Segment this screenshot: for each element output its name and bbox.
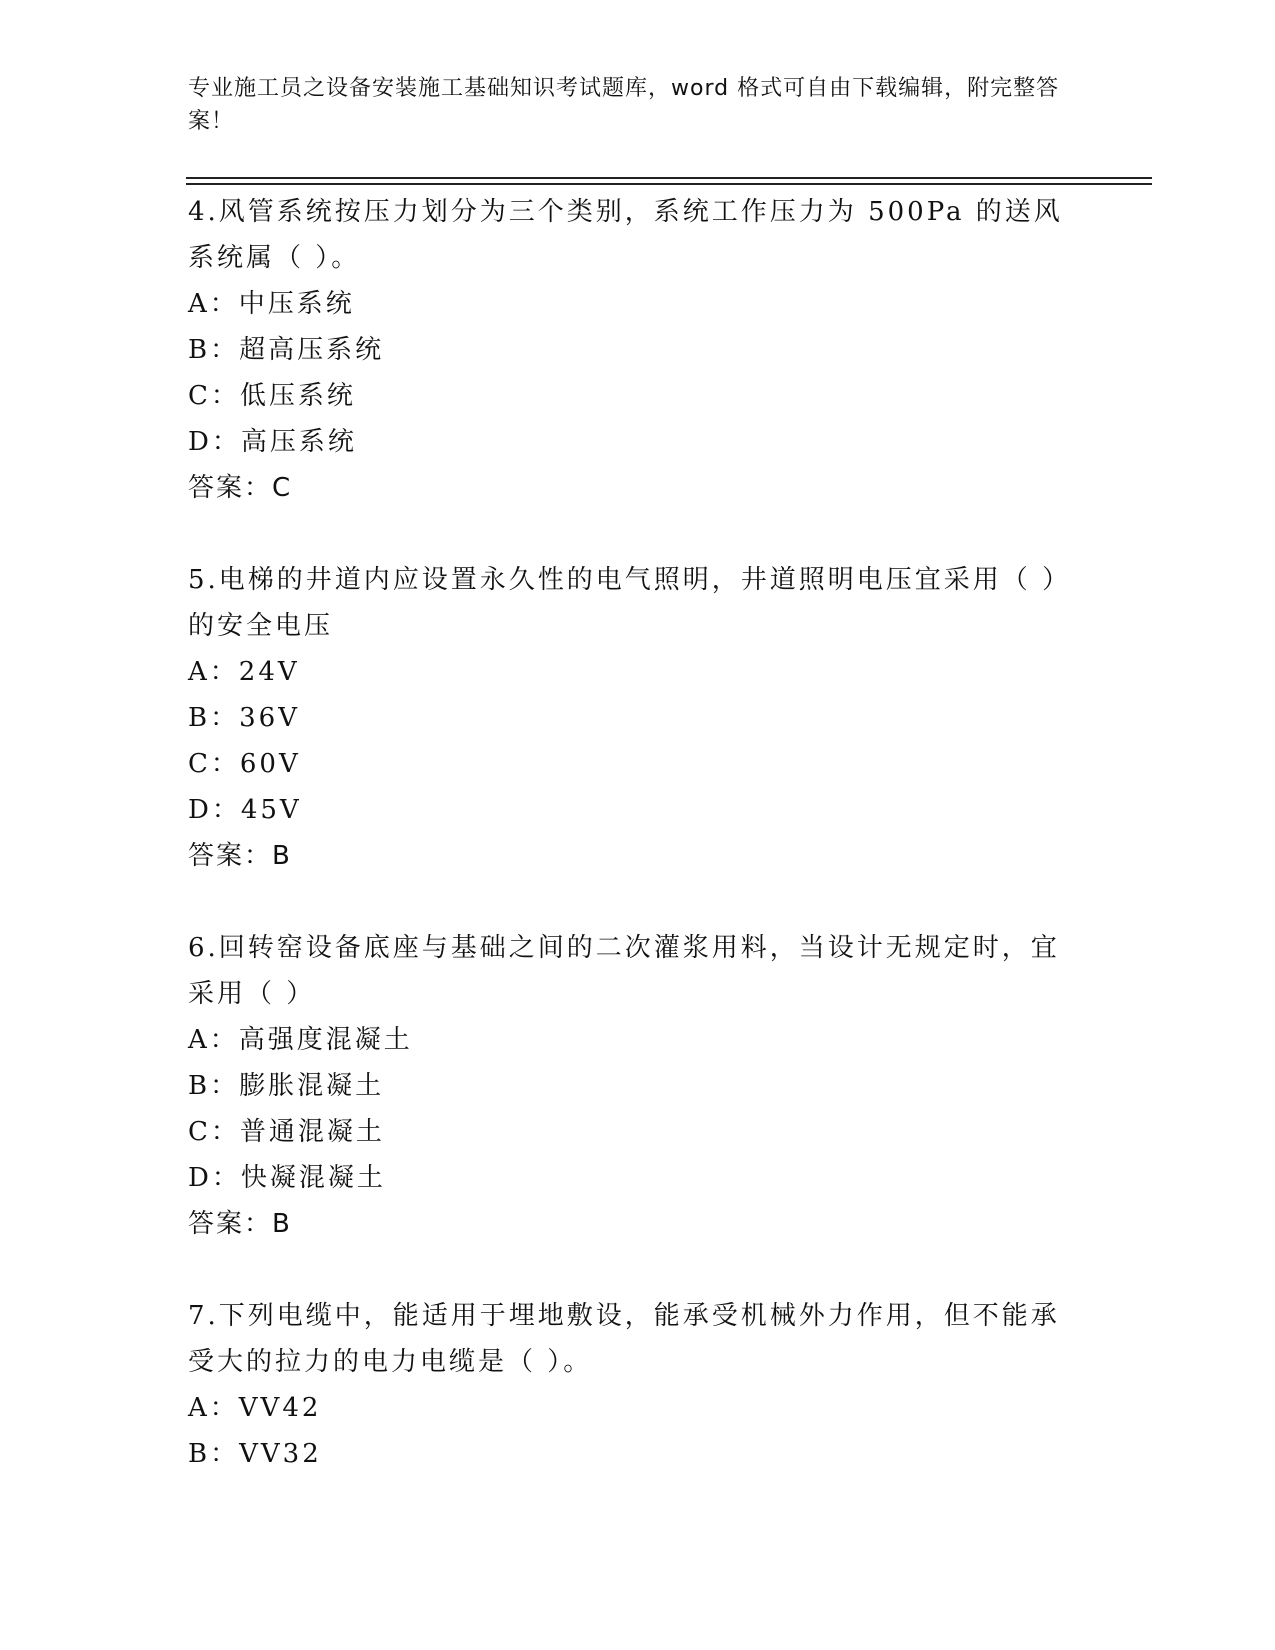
question-7 bbox=[188, 1293, 1068, 1477]
option-b: B：36V bbox=[188, 703, 300, 733]
answer: 答案：B bbox=[188, 841, 292, 871]
answer: 答案：C bbox=[188, 473, 293, 503]
question-stem: 5.电梯的井道内应设置永久性的电气照明，井道照明电压宜采用（ ）的安全电压 bbox=[188, 565, 1059, 641]
option-c: C：低压系统 bbox=[188, 381, 356, 411]
option-b: B：膨胀混凝土 bbox=[188, 1071, 385, 1101]
option-c: C：60V bbox=[188, 749, 301, 779]
answer: 答案：B bbox=[188, 1209, 292, 1239]
option-a: A：VV42 bbox=[188, 1393, 322, 1423]
option-a: A：高强度混凝土 bbox=[188, 1025, 413, 1055]
option-a: A：中压系统 bbox=[188, 289, 355, 319]
option-a: A：24V bbox=[188, 657, 300, 687]
option-b: B：VV32 bbox=[188, 1439, 322, 1469]
header-divider-top bbox=[186, 177, 1152, 179]
option-b: B：超高压系统 bbox=[188, 335, 385, 365]
option-d: D：高压系统 bbox=[188, 427, 357, 457]
question-5 bbox=[188, 557, 1068, 879]
question-stem: 4.风管系统按压力划分为三个类别，系统工作压力为 500Pa 的送风系统属（ ）。 bbox=[188, 197, 1063, 273]
option-c: C：普通混凝土 bbox=[188, 1117, 385, 1147]
question-6 bbox=[188, 925, 1068, 1247]
question-4 bbox=[188, 189, 1068, 511]
option-d: D：45V bbox=[188, 795, 302, 825]
document-header: 专业施工员之设备安装施工基础知识考试题库，word 格式可自由下载编辑，附完整答案！ bbox=[188, 76, 1060, 134]
question-stem: 7.下列电缆中，能适用于埋地敷设，能承受机械外力作用，但不能承受大的拉力的电力电缆是（ ）。 bbox=[188, 1301, 1060, 1377]
option-d: D：快凝混凝土 bbox=[188, 1163, 386, 1193]
question-list bbox=[188, 189, 1068, 1477]
header-divider-bottom bbox=[186, 183, 1152, 185]
question-stem: 6.回转窑设备底座与基础之间的二次灌浆用料，当设计无规定时，宜采用（ ） bbox=[188, 933, 1060, 1009]
